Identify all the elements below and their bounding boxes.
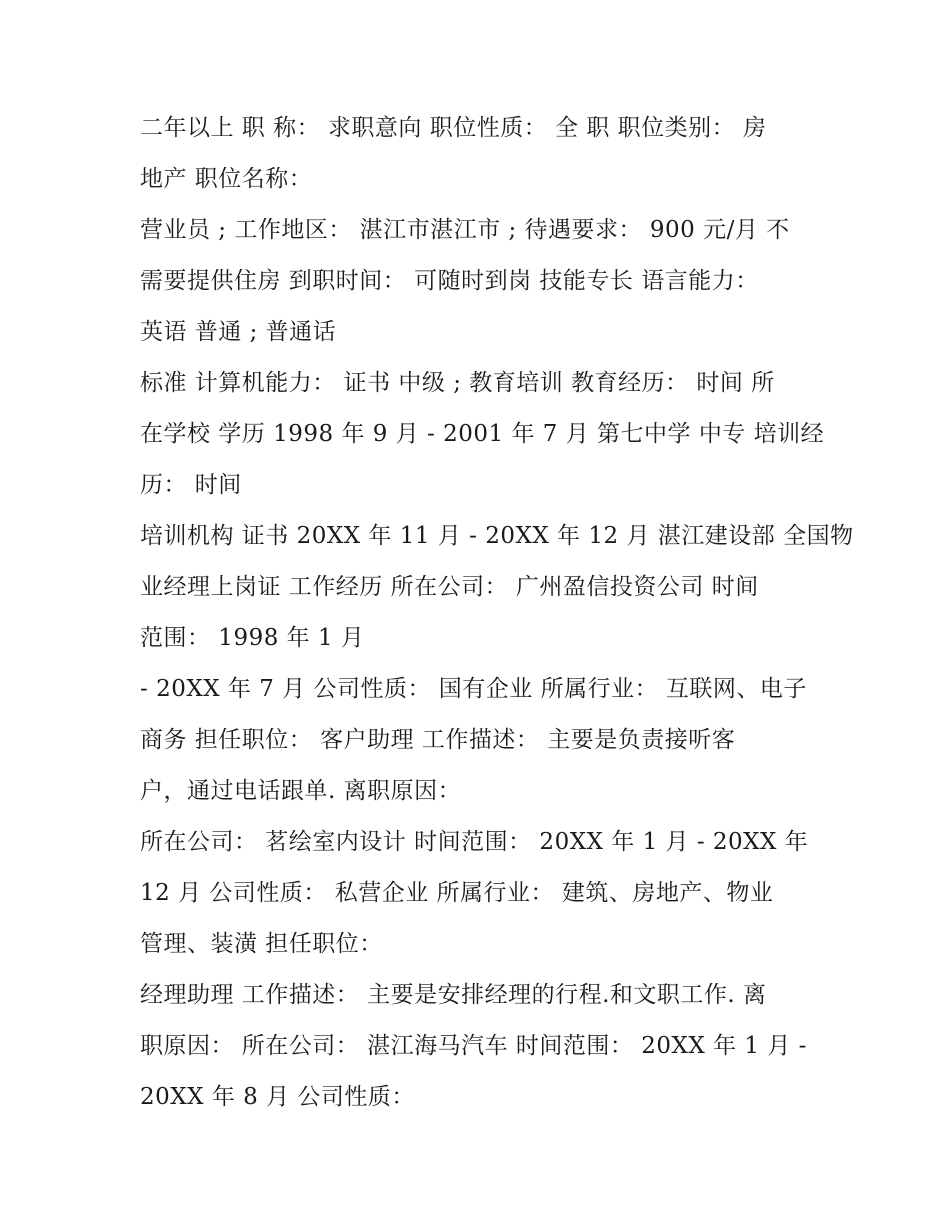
text-line: 标准 计算机能力： 证书 中级 ; 教育培训 教育经历： 时间 所 — [140, 370, 775, 396]
text-line: 户，通过电话跟单. 离职原因： — [140, 778, 462, 804]
text-line: 范围： 1998 年 1 月 — [140, 625, 365, 651]
text-line: 二年以上 职 称： 求职意向 职位性质： 全 职 职位类别： 房 — [140, 115, 767, 141]
text-line: 需要提供住房 到职时间： 可随时到岗 技能专长 语言能力： — [140, 268, 759, 294]
text-line: 职原因： 所在公司： 湛江海马汽车 时间范围： 20XX 年 1 月 - — [140, 1033, 807, 1059]
text-line: 营业员 ; 工作地区： 湛江市湛江市 ; 待遇要求： 900 元/月 不 — [140, 217, 790, 243]
text-line: 12 月 公司性质： 私营企业 所属行业： 建筑、房地产、物业 — [140, 880, 774, 906]
text-line: 业经理上岗证 工作经历 所在公司： 广州盈信投资公司 时间 — [140, 574, 759, 600]
text-line: 商务 担任职位： 客户助理 工作描述： 主要是负责接听客 — [140, 727, 736, 753]
text-line: - 20XX 年 7 月 公司性质： 国有企业 所属行业： 互联网、电子 — [140, 676, 807, 702]
text-line: 所在公司： 茗绘室内设计 时间范围： 20XX 年 1 月 - 20XX 年 — [140, 829, 809, 855]
text-line: 经理助理 工作描述： 主要是安排经理的行程.和文职工作. 离 — [140, 982, 767, 1008]
text-line: 地产 职位名称： — [140, 166, 313, 192]
text-line: 在学校 学历 1998 年 9 月 - 2001 年 7 月 第七中学 中专 培训经 — [140, 421, 825, 447]
text-line: 20XX 年 8 月 公司性质： — [140, 1084, 415, 1110]
resume-body-text — [140, 103, 854, 1123]
text-line: 英语 普通 ; 普通话 — [140, 319, 337, 345]
text-line: 培训机构 证书 20XX 年 11 月 - 20XX 年 12 月 湛江建设部 全国物 — [140, 523, 854, 549]
text-line: 管理、装潢 担任职位： — [140, 931, 383, 957]
text-line: 历： 时间 — [140, 472, 242, 498]
